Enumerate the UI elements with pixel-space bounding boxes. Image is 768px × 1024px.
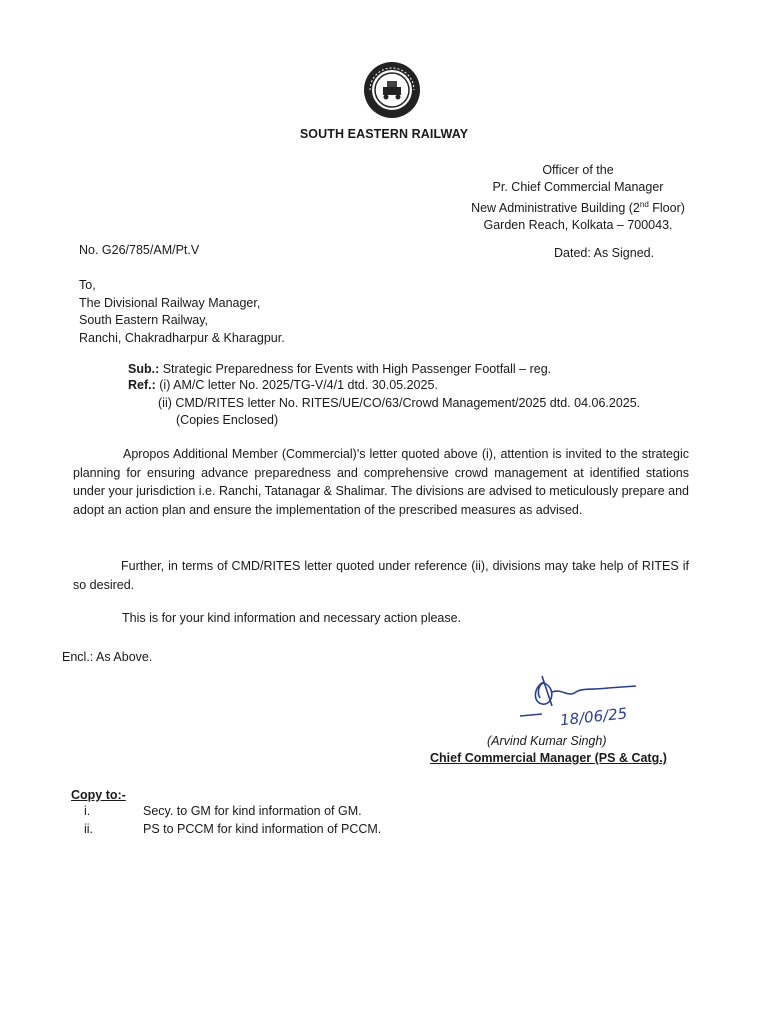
- enclosure-note: Encl.: As Above.: [62, 650, 153, 664]
- office-line: New Administrative Building (2nd Floor): [471, 200, 685, 216]
- signatory-designation: Chief Commercial Manager (PS & Catg.): [430, 751, 667, 765]
- subject-label: Sub.:: [128, 362, 160, 376]
- railway-emblem: [362, 60, 422, 120]
- signatory-name: (Arvind Kumar Singh): [487, 734, 607, 748]
- copy-item-number: i.: [84, 804, 91, 818]
- body-paragraph-3: This is for your kind information and necessary action please.: [122, 611, 462, 625]
- reference-i: (i) AM/C letter No. 2025/TG-V/4/1 dtd. 30.05.2025.: [155, 378, 438, 392]
- reference-line-1: [128, 378, 438, 392]
- subject-line: [128, 362, 551, 376]
- body-paragraph-2: Further, in terms of CMD/RITES letter quoted under reference (ii), divisions may take help of RITES if so desired.: [73, 559, 689, 592]
- subject-text: Strategic Preparedness for Events with High Passenger Footfall – reg.: [159, 362, 552, 376]
- letter-number: No. G26/785/AM/Pt.V: [79, 243, 200, 257]
- addressee-line: Ranchi, Chakradharpur & Kharagpur.: [79, 330, 285, 345]
- copy-item-text: PS to PCCM for kind information of PCCM.: [143, 822, 382, 836]
- copies-enclosed-note: (Copies Enclosed): [176, 413, 279, 427]
- office-address: [463, 162, 693, 234]
- copy-item-number: ii.: [84, 822, 94, 836]
- to-label: To,: [79, 278, 96, 292]
- reference-line-2: (ii) CMD/RITES letter No. RITES/UE/CO/63/Crowd Management/2025 dtd. 04.06.2025.: [158, 396, 641, 410]
- copy-to-heading: Copy to:-: [71, 788, 126, 802]
- office-line: Pr. Chief Commercial Manager: [492, 180, 664, 194]
- office-line: Officer of the: [542, 163, 614, 177]
- copy-item-text: Secy. to GM for kind information of GM.: [143, 804, 362, 818]
- letter-date: Dated: As Signed.: [554, 246, 655, 260]
- addressee-line: The Divisional Railway Manager,: [79, 295, 261, 310]
- body-paragraph-1: Apropos Additional Member (Commercial)'s letter quoted above (i), attention is invited to the strategic planning for ensuring advance preparedness and comprehensive crowd management at identified stations under your jurisdiction i.e. Ranchi, Tatanagar & Shalimar. The divisions are advised to meticulously prepare and adopt an action plan and ensure the implementation of the prescribed measures as advised.: [73, 447, 689, 517]
- reference-label: Ref.:: [128, 378, 156, 392]
- indian-railways-emblem-icon: [362, 60, 422, 120]
- addressee-block: [79, 277, 285, 347]
- addressee-line: South Eastern Railway,: [79, 313, 208, 327]
- signature-date: 18/06/25: [559, 704, 629, 730]
- handwritten-signature: [512, 668, 652, 730]
- office-line: Garden Reach, Kolkata – 700043.: [483, 218, 673, 233]
- organization-title: SOUTH EASTERN RAILWAY: [299, 127, 469, 141]
